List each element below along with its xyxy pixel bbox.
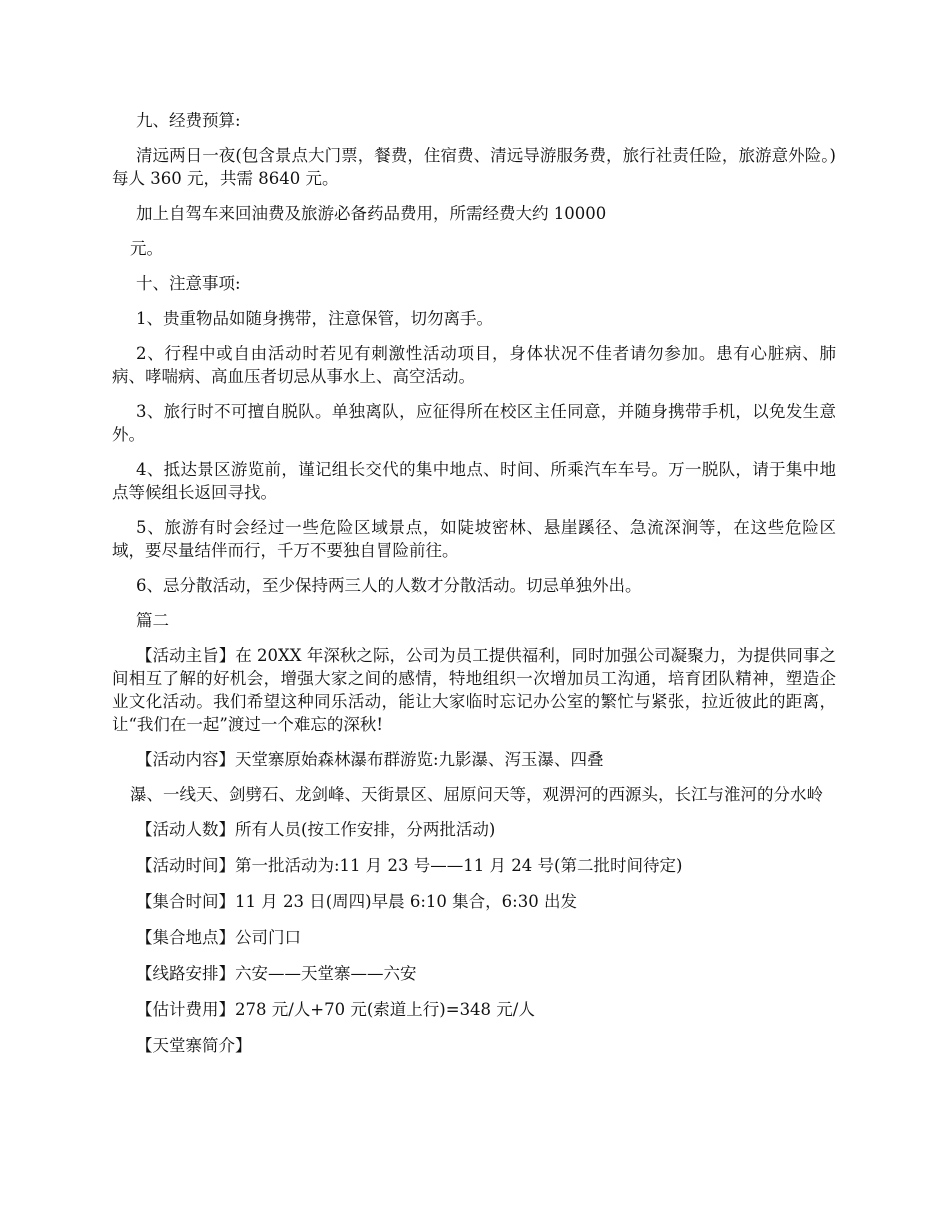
section-heading-notes: 十、注意事项: xyxy=(136,274,241,293)
budget-paragraph: 清远两日一夜(包含景点大门票，餐费，住宿费、清远导游服务费，旅行社责任险，旅游意外险。)每人 360 元，共需 8640 元。 xyxy=(112,146,836,188)
document-body xyxy=(112,109,836,1070)
note-item-4: 4、抵达景区游览前，谨记组长交代的集中地点、时间、所乘汽车车号。万一脱队，请于集中地点等候组长返回寻找。 xyxy=(112,460,836,502)
gathering-place: 【集合地点】公司门口 xyxy=(136,928,301,947)
activity-time: 【活动时间】第一批活动为:11 月 23 号——11 月 24 号(第二批时间待定) xyxy=(136,856,683,875)
budget-extra-continuation: 元。 xyxy=(130,239,163,258)
section-heading-part-two: 篇二 xyxy=(136,611,169,630)
note-item-2: 2、行程中或自由活动时若见有刺激性活动项目，身体状况不佳者请勿参加。患有心脏病、肺病、哮喘病、高血压者切忌从事水上、高空活动。 xyxy=(112,344,836,386)
budget-extra-paragraph: 加上自驾车来回油费及旅游必备药品费用，所需经费大约 10000 xyxy=(136,204,607,223)
activity-purpose-paragraph: 【活动主旨】在 20XX 年深秋之际，公司为员工提供福利，同时加强公司凝聚力，为提供同事之间相互了解的好机会，增强大家之间的感情，特地组织一次增加员工沟通，培育团队精神，塑造企业文化活动。我们希望这种同乐活动，能让大家临时忘记办公室的繁忙与紧张，拉近彼此的距离，让“我们在一起”渡过一个难忘的深秋! xyxy=(112,646,836,734)
tiantangzhai-intro-heading: 【天堂寨简介】 xyxy=(136,1036,252,1055)
note-item-3: 3、旅行时不可擅自脱队。单独离队，应征得所在校区主任同意，并随身携带手机，以免发生意外。 xyxy=(112,402,836,444)
note-item-1: 1、贵重物品如随身携带，注意保管，切勿离手。 xyxy=(136,309,493,328)
activity-participants: 【活动人数】所有人员(按工作安排，分两批活动) xyxy=(136,820,496,839)
note-item-6: 6、忌分散活动，至少保持两三人的人数才分散活动。切忌单独外出。 xyxy=(136,576,642,595)
gathering-time: 【集合时间】11 月 23 日(周四)早晨 6:10 集合，6:30 出发 xyxy=(136,892,577,911)
activity-content-paragraph: 【活动内容】天堂寨原始森林瀑布群游览:九影瀑、泻玉瀑、四叠 xyxy=(136,750,604,769)
route-arrangement: 【线路安排】六安——天堂寨——六安 xyxy=(136,964,417,983)
estimated-cost: 【估计费用】278 元/人+70 元(索道上行)=348 元/人 xyxy=(136,1000,535,1019)
section-heading-budget: 九、经费预算: xyxy=(136,111,241,130)
activity-content-continuation: 瀑、一线天、剑劈石、龙剑峰、天街景区、屈原问天等，观淠河的西源头，长江与淮河的分水岭 xyxy=(130,785,823,804)
note-item-5: 5、旅游有时会经过一些危险区域景点，如陡坡密林、悬崖蹊径、急流深涧等，在这些危险区域，要尽量结伴而行，千万不要独自冒险前往。 xyxy=(112,518,836,560)
